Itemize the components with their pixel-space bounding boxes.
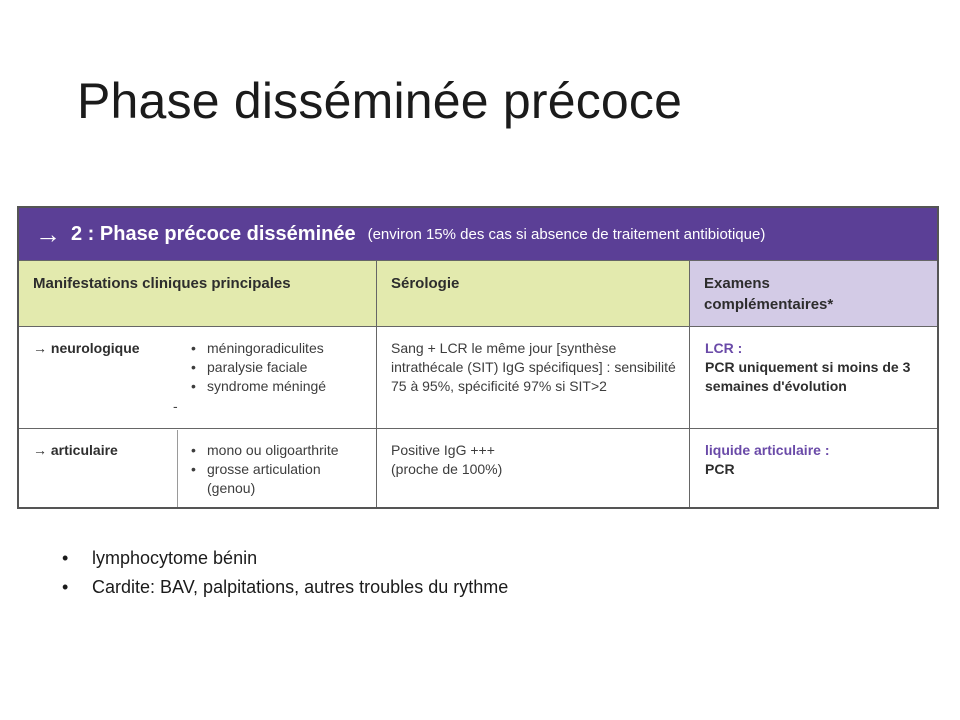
manifestations-list-neuro bbox=[191, 339, 371, 396]
list-item: • lymphocytome bénin bbox=[62, 544, 508, 573]
list-item: • mono ou oligoarthrite bbox=[191, 441, 371, 460]
arrow-right-icon: → bbox=[35, 219, 61, 249]
examens-label: liquide articulaire : bbox=[705, 442, 830, 458]
table-header bbox=[19, 208, 937, 260]
clinical-table bbox=[17, 206, 939, 509]
manifestations-list-articulaire bbox=[191, 441, 371, 498]
table-divider bbox=[376, 260, 377, 507]
row-category-neurologique: → neurologique bbox=[33, 340, 140, 356]
table-header-subtitle: (environ 15% des cas si absence de traitement antibiotique) bbox=[367, 225, 766, 243]
table-divider bbox=[689, 260, 690, 507]
list-item: • paralysie faciale bbox=[191, 358, 371, 377]
list-item: • syndrome méningé bbox=[191, 377, 371, 396]
row-category-articulaire: → articulaire bbox=[33, 442, 118, 458]
slide-title: Phase disséminée précoce bbox=[77, 73, 683, 129]
list-item: • grosse articulation (genou) bbox=[191, 460, 371, 498]
examens-articulaire bbox=[705, 441, 933, 479]
column-header-manifestations: Manifestations cliniques principales bbox=[19, 260, 376, 326]
examens-text: PCR uniquement si moins de 3 semaines d'évolution bbox=[705, 359, 911, 394]
table-divider bbox=[19, 326, 937, 327]
table-divider bbox=[19, 260, 937, 261]
examens-neuro bbox=[705, 339, 933, 396]
serologie-neuro: Sang + LCR le même jour [synthèse intrathécale (SIT) IgG spécifiques] : sensibilité 75 à 95%, spécificité 97% si SIT>2 bbox=[391, 340, 676, 394]
bullet-list bbox=[62, 544, 508, 602]
list-item: • méningoradiculites bbox=[191, 339, 371, 358]
column-header-serologie: Sérologie bbox=[377, 260, 689, 326]
examens-text: PCR bbox=[705, 461, 735, 477]
table-header-title: 2 : Phase précoce disséminée bbox=[71, 222, 356, 245]
stray-dash-mark: - bbox=[173, 398, 178, 414]
column-header-examens: Examens complémentaires* bbox=[690, 260, 939, 326]
table-divider bbox=[177, 430, 178, 507]
serologie-articulaire: Positive IgG +++ (proche de 100%) bbox=[391, 442, 503, 477]
examens-label: LCR : bbox=[705, 340, 743, 356]
table-divider bbox=[19, 428, 937, 429]
list-item: • Cardite: BAV, palpitations, autres troubles du rythme bbox=[62, 573, 508, 602]
